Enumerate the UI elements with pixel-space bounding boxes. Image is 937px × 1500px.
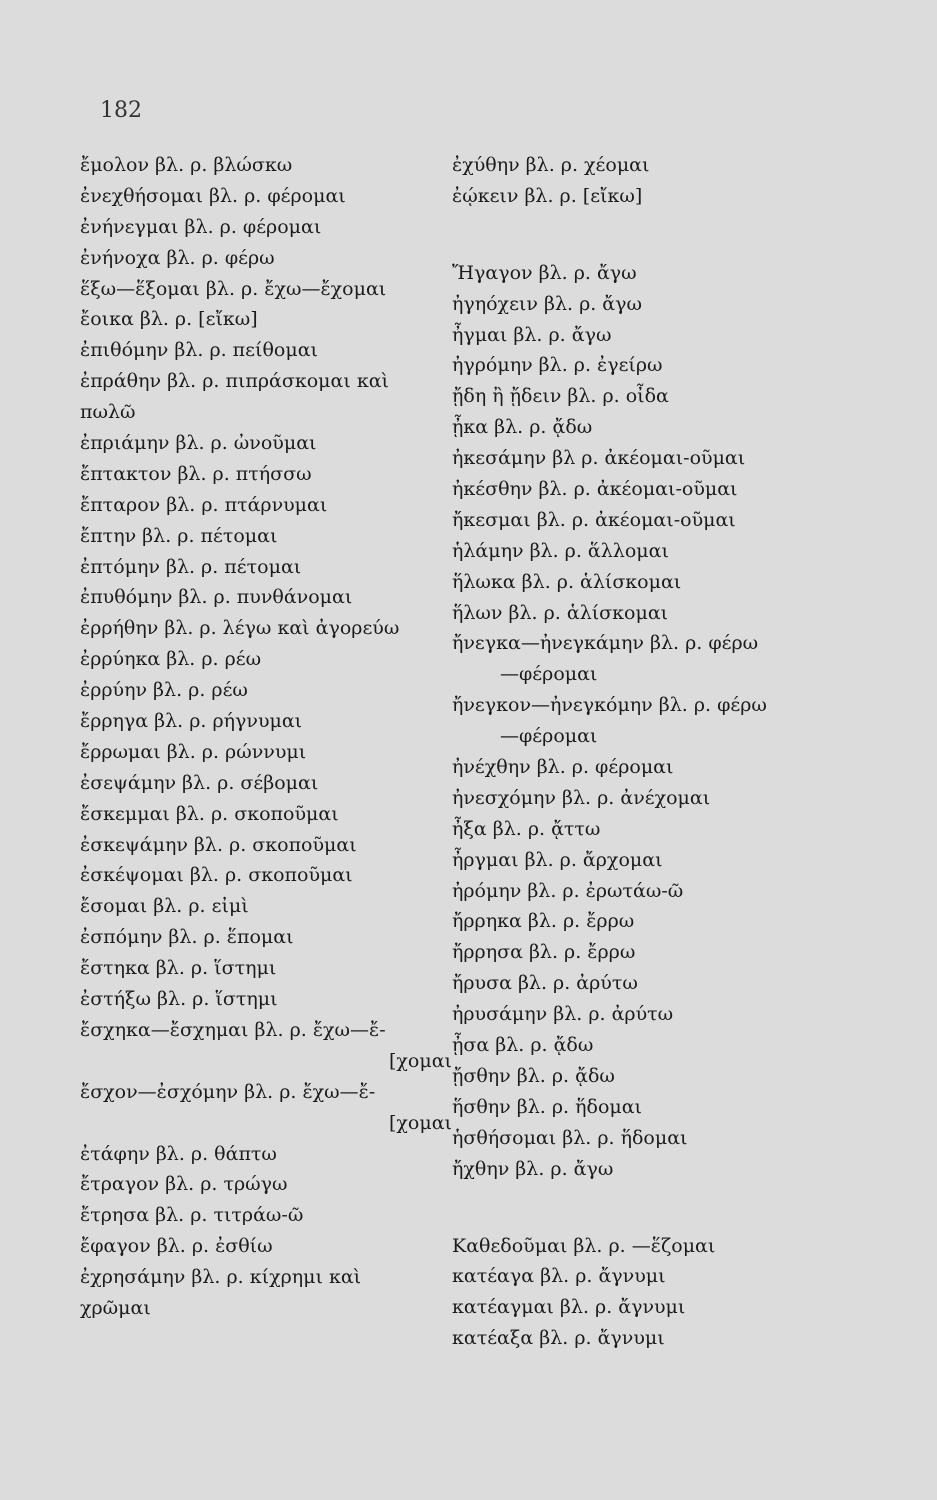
entry-line: ᾔσθην βλ. ρ. ᾄδω — [452, 1064, 615, 1087]
entry-line: ἔρρηγα βλ. ρ. ρήγνυμαι — [80, 710, 303, 733]
entry-line: ἐπτόμην βλ. ρ. πέτομαι — [80, 555, 302, 578]
entry-line: ἔφαγον βλ. ρ. ἐσθίω — [80, 1235, 273, 1258]
entry-line: ἐῴκειν βλ. ρ. [εἴκω] — [452, 184, 643, 207]
entry-line: ἐχύθην βλ. ρ. χέομαι — [452, 154, 650, 176]
entry-line: ἠγηόχειν βλ. ρ. ἄγω — [452, 292, 642, 315]
entry-line: ἠρυσάμην βλ. ρ. ἀρύτω — [452, 1003, 674, 1026]
entry-line: ἠρόμην βλ. ρ. ἐρωτάω-ῶ — [452, 879, 684, 902]
entry-line: ἔπτην βλ. ρ. πέτομαι — [80, 524, 278, 547]
entry-line: ἔρρωμαι βλ. ρ. ρώννυμι — [80, 740, 307, 763]
entry-line: πωλῶ — [80, 401, 136, 424]
entry-line: ἕξω—ἕξομαι βλ. ρ. ἔχω—ἔχομαι — [80, 277, 387, 300]
entry-line: ἔοικα βλ. ρ. [εἴκω] — [80, 308, 258, 331]
entry-line: ἐσκέψομαι βλ. ρ. σκοποῦμαι — [80, 864, 353, 887]
entry-line: ἐνήνοχα βλ. ρ. φέρω — [80, 246, 275, 269]
entry-line: ἐστήξω βλ. ρ. ἵστημι — [80, 988, 278, 1011]
entry-line: ἔμολον βλ. ρ. βλώσκω — [80, 154, 293, 176]
entry-line: ἦγμαι βλ. ρ. ἄγω — [452, 323, 612, 346]
entry-line: ἠνέχθην βλ. ρ. φέρομαι — [452, 756, 674, 779]
entry-continuation: [χομαι — [389, 1049, 452, 1072]
entry-line: ἐνήνεγμαι βλ. ρ. φέρομαι — [80, 215, 322, 238]
entry-line: ἠγρόμην βλ. ρ. ἐγείρω — [452, 354, 663, 377]
entry-line: ἐρρήθην βλ. ρ. λέγω καὶ ἀγορεύω — [80, 617, 400, 640]
entry-line: ἔτραγον βλ. ρ. τρώγω — [80, 1173, 288, 1196]
entry-continuation: —φέρομαι — [500, 663, 598, 686]
entry-line: ἐσεψάμην βλ. ρ. σέβομαι — [80, 771, 319, 794]
entry-line: ἔστηκα βλ. ρ. ἵστημι — [80, 957, 277, 980]
entry-line: ᾖκα βλ. ρ. ᾄδω — [452, 416, 593, 439]
entry-line: ἡλάμην βλ. ρ. ἅλλομαι — [452, 539, 669, 562]
section-gap — [452, 1185, 852, 1231]
entry-line: ἤχθην βλ. ρ. ἄγω — [452, 1157, 614, 1180]
right-column — [452, 150, 852, 1354]
entry-line: ἤνεγκον—ἠνεγκόμην βλ. ρ. φέρω — [452, 694, 767, 717]
entry-line: ἠκέσθην βλ. ρ. ἀκέομαι-οῦμαι — [452, 478, 738, 501]
entry-line: ἠνεσχόμην βλ. ρ. ἀνέχομαι — [452, 786, 711, 809]
entry-line: ἐπυθόμην βλ. ρ. πυνθάνομαι — [80, 586, 353, 609]
entry-line: κατέαγα βλ. ρ. ἄγνυμι — [452, 1265, 666, 1288]
entry-line: Καθεδοῦμαι βλ. ρ. —ἕζομαι — [452, 1234, 716, 1257]
entry-line: ᾖσα βλ. ρ. ᾄδω — [452, 1034, 594, 1057]
entry-line: Ἤγαγον βλ. ρ. ἄγω — [452, 261, 637, 284]
entry-line: ἐπιθόμην βλ. ρ. πείθομαι — [80, 339, 318, 362]
entry-line: ᾔδη ἢ ᾔδειν βλ. ρ. οἶδα — [452, 385, 669, 408]
entry-line: ἐχρησάμην βλ. ρ. κίχρημι καὶ — [80, 1266, 362, 1289]
entry-line: ἦξα βλ. ρ. ᾄττω — [452, 817, 601, 840]
entry-line: ἔσκεμμαι βλ. ρ. σκοποῦμαι — [80, 802, 339, 825]
entry-line: ἐρρύην βλ. ρ. ρέω — [80, 679, 248, 702]
entry-line: ἔπτακτον βλ. ρ. πτήσσω — [80, 462, 312, 485]
entry-line: ἐπριάμην βλ. ρ. ὠνοῦμαι — [80, 432, 317, 455]
entry-line: ἦργμαι βλ. ρ. ἄρχομαι — [452, 848, 663, 871]
entry-line: ἐπράθην βλ. ρ. πιπράσκομαι καὶ — [80, 370, 389, 393]
entry-line: ἥλων βλ. ρ. ἁλίσκομαι — [452, 601, 669, 624]
entry-line: ἔπταρον βλ. ρ. πτάρνυμαι — [80, 493, 328, 516]
left-column — [80, 150, 460, 1324]
entry-line: ἤνεγκα—ἠνεγκάμην βλ. ρ. φέρω — [452, 632, 759, 655]
entry-line: χρῶμαι — [80, 1296, 151, 1319]
entry-line: ἤκεσμαι βλ. ρ. ἀκέομαι-οῦμαι — [452, 508, 736, 531]
entry-line: κατέαγμαι βλ. ρ. ἄγνυμι — [452, 1296, 686, 1319]
entry-line: ἐνεχθήσομαι βλ. ρ. φέρομαι — [80, 184, 346, 207]
entry-line: ἤρρησα βλ. ρ. ἔρρω — [452, 941, 636, 964]
entry-line: ἡσθήσομαι βλ. ρ. ἥδομαι — [452, 1126, 688, 1149]
entry-line: ἥλωκα βλ. ρ. ἁλίσκομαι — [452, 570, 682, 593]
page-number: 182 — [100, 98, 142, 123]
entry-line: ἤρρηκα βλ. ρ. ἔρρω — [452, 910, 635, 933]
entry-line: ἔσομαι βλ. ρ. εἰμὶ — [80, 895, 249, 918]
entry-line: ἐτάφην βλ. ρ. θάπτω — [80, 1142, 277, 1165]
section-gap — [452, 212, 852, 258]
entry-line: ἔσχον—ἐσχόμην βλ. ρ. ἔχω—ἔ- — [80, 1080, 376, 1103]
entry-line: ἠκεσάμην βλ ρ. ἀκέομαι-οῦμαι — [452, 447, 746, 470]
entry-line: ἐρρύηκα βλ. ρ. ρέω — [80, 648, 262, 671]
entry-continuation: [χομαι — [389, 1111, 452, 1134]
entry-line: ἐσκεψάμην βλ. ρ. σκοποῦμαι — [80, 833, 357, 856]
entry-line: κατέαξα βλ. ρ. ἄγνυμι — [452, 1327, 665, 1350]
entry-line: ἥσθην βλ. ρ. ἥδομαι — [452, 1095, 643, 1118]
entry-line: ἐσπόμην βλ. ρ. ἕπομαι — [80, 926, 294, 949]
entry-continuation: —φέρομαι — [500, 725, 598, 748]
entry-line: ἤρυσα βλ. ρ. ἀρύτω — [452, 972, 638, 995]
entry-line: ἔσχηκα—ἔσχημαι βλ. ρ. ἔχω—ἔ- — [80, 1018, 386, 1041]
entry-line: ἔτρησα βλ. ρ. τιτράω-ῶ — [80, 1204, 304, 1227]
